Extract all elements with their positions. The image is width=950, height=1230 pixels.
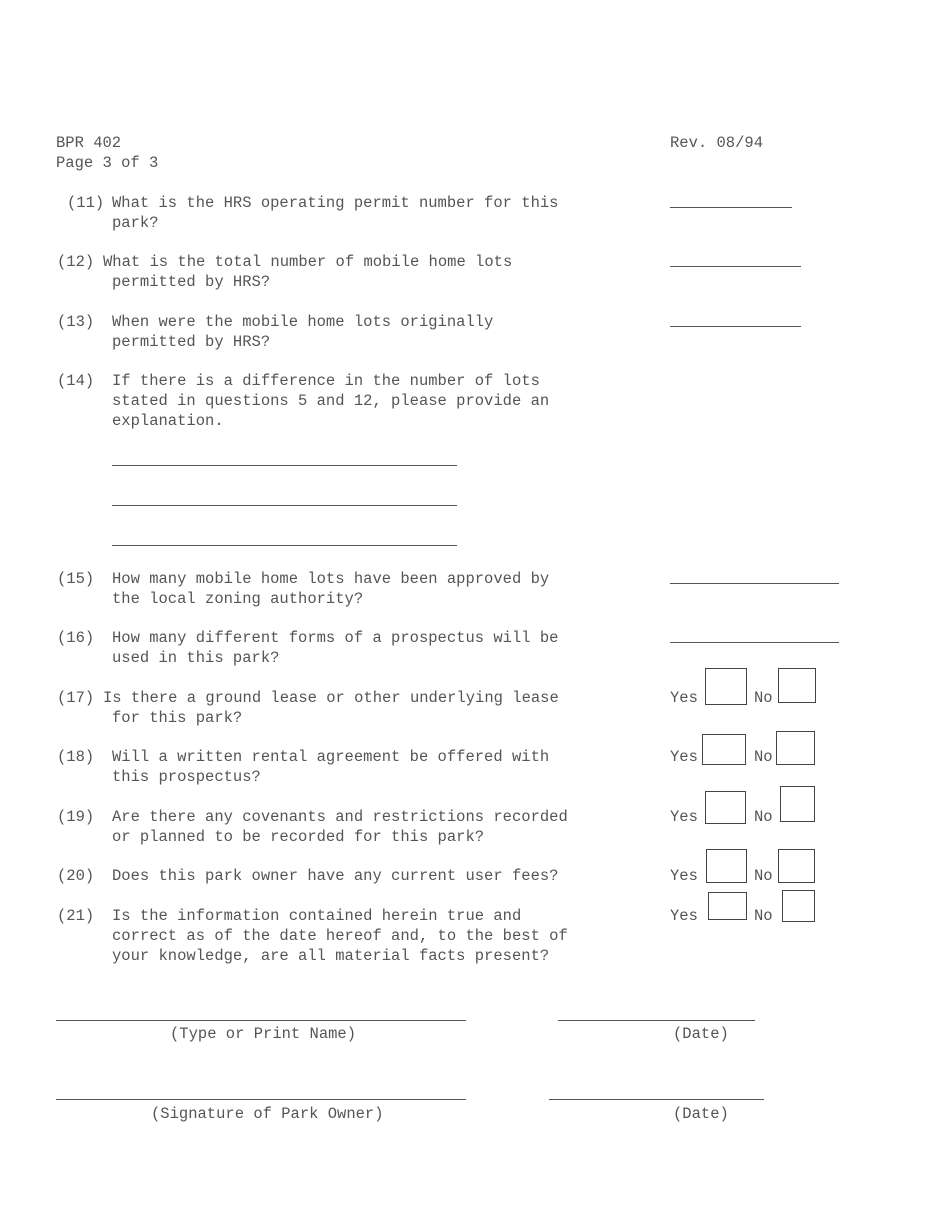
q14-text-3: explanation. xyxy=(112,412,224,430)
name-line[interactable] xyxy=(56,1020,466,1021)
q12-number: (12) xyxy=(57,253,95,271)
q14-explanation-line-3[interactable] xyxy=(112,545,457,546)
q13-text: When were the mobile home lots originally xyxy=(112,313,494,331)
q17-yes-label: Yes xyxy=(670,689,698,707)
q19-text: Are there any covenants and restrictions recorded xyxy=(112,808,568,826)
q19-text-2: or planned to be recorded for this park? xyxy=(112,828,485,846)
q20-number: (20) xyxy=(57,867,95,885)
q19-number: (19) xyxy=(57,808,95,826)
q12-text: What is the total number of mobile home lots xyxy=(103,253,513,271)
q14-explanation-line-2[interactable] xyxy=(112,505,457,506)
signature-date-caption: (Date) xyxy=(673,1105,729,1123)
q20-no-checkbox[interactable] xyxy=(778,849,815,883)
q14-text-2: stated in questions 5 and 12, please provide an xyxy=(112,392,550,410)
q16-text-2: used in this park? xyxy=(112,649,280,667)
q18-text: Will a written rental agreement be offered with xyxy=(112,748,550,766)
q13-text-2: permitted by HRS? xyxy=(112,333,271,351)
revision-date: Rev. 08/94 xyxy=(670,134,764,152)
q15-text-2: the local zoning authority? xyxy=(112,590,364,608)
q16-answer-line[interactable] xyxy=(670,642,839,643)
signature-line[interactable] xyxy=(56,1099,466,1100)
page-number: Page 3 of 3 xyxy=(56,154,159,172)
name-date-line[interactable] xyxy=(558,1020,755,1021)
q11-number: (11) xyxy=(67,194,105,212)
q18-number: (18) xyxy=(57,748,95,766)
q15-text: How many mobile home lots have been approved by xyxy=(112,570,550,588)
q19-yes-checkbox[interactable] xyxy=(705,791,746,824)
q14-number: (14) xyxy=(57,372,95,390)
q20-yes-label: Yes xyxy=(670,867,698,885)
q21-number: (21) xyxy=(57,907,95,925)
q16-number: (16) xyxy=(57,629,95,647)
name-caption: (Type or Print Name) xyxy=(170,1025,357,1043)
q21-yes-label: Yes xyxy=(670,907,698,925)
name-date-caption: (Date) xyxy=(673,1025,729,1043)
q20-yes-checkbox[interactable] xyxy=(706,849,747,883)
form-id: BPR 402 xyxy=(56,134,122,152)
q21-yes-checkbox[interactable] xyxy=(708,892,747,920)
q15-number: (15) xyxy=(57,570,95,588)
q14-text: If there is a difference in the number of lots xyxy=(112,372,540,390)
q17-number: (17) xyxy=(57,689,95,707)
q11-text: What is the HRS operating permit number for this xyxy=(112,194,559,212)
q17-no-checkbox[interactable] xyxy=(778,668,816,703)
q17-no-label: No xyxy=(754,689,773,707)
q14-explanation-line-1[interactable] xyxy=(112,465,457,466)
q12-text-2: permitted by HRS? xyxy=(112,273,271,291)
q21-no-label: No xyxy=(754,907,773,925)
q19-no-checkbox[interactable] xyxy=(780,786,815,822)
signature-caption: (Signature of Park Owner) xyxy=(151,1105,384,1123)
q19-yes-label: Yes xyxy=(670,808,698,826)
q11-text-2: park? xyxy=(112,214,159,232)
q19-no-label: No xyxy=(754,808,773,826)
q11-answer-line[interactable] xyxy=(670,207,792,208)
q18-no-label: No xyxy=(754,748,773,766)
q18-yes-checkbox[interactable] xyxy=(702,734,746,765)
q21-no-checkbox[interactable] xyxy=(782,890,815,922)
signature-date-line[interactable] xyxy=(549,1099,764,1100)
q18-text-2: this prospectus? xyxy=(112,768,261,786)
q21-text-2: correct as of the date hereof and, to the best of xyxy=(112,927,568,945)
q21-text-3: your knowledge, are all material facts present? xyxy=(112,947,550,965)
q17-yes-checkbox[interactable] xyxy=(705,668,747,705)
q17-text: Is there a ground lease or other underlying lease xyxy=(103,689,559,707)
q15-answer-line[interactable] xyxy=(670,583,839,584)
q17-text-2: for this park? xyxy=(112,709,243,727)
q21-text: Is the information contained herein true and xyxy=(112,907,522,925)
q20-no-label: No xyxy=(754,867,773,885)
q20-text: Does this park owner have any current user fees? xyxy=(112,867,559,885)
q12-answer-line[interactable] xyxy=(670,266,801,267)
q13-answer-line[interactable] xyxy=(670,326,801,327)
q18-no-checkbox[interactable] xyxy=(776,731,815,765)
q13-number: (13) xyxy=(57,313,95,331)
q18-yes-label: Yes xyxy=(670,748,698,766)
q16-text: How many different forms of a prospectus will be xyxy=(112,629,559,647)
